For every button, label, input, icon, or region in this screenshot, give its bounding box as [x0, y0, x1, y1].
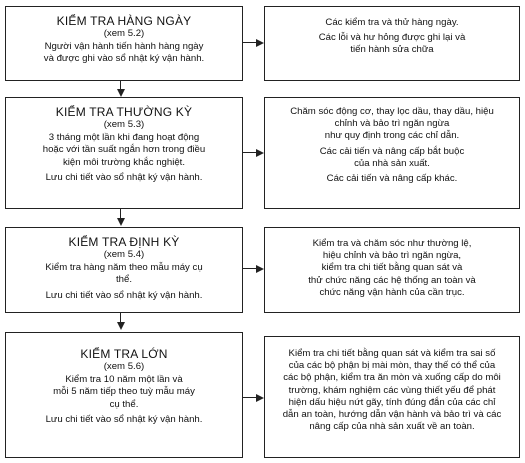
routine-inspection-ref: (xem 5.3)	[103, 119, 145, 130]
major-connector-line	[243, 397, 257, 398]
daily-details-line: Các kiểm tra và thử hàng ngày.	[325, 17, 459, 28]
daily-connector-line	[243, 42, 257, 43]
daily-inspection-text-line: Người vận hành tiến hành hàng ngày	[44, 41, 204, 53]
major-details-line: hiện dấu hiệu nứt gãy, tính đúng đắn của các chỉ	[288, 396, 496, 408]
routine-inspection-text-line: hoặc với tần suất ngắn hơn trong điều	[42, 144, 206, 156]
flow-arrow-3	[117, 322, 125, 330]
routine-inspection-text-line: 3 tháng một lần khi đang hoạt động	[48, 132, 200, 144]
periodic-details-line: Kiểm tra và chăm sóc như thường lệ,	[312, 238, 472, 249]
major-details-line: nâng cấp của nhà sản xuất về an toàn.	[309, 421, 475, 433]
daily-inspection-title: KIỂM TRA HÀNG NGÀY	[56, 14, 192, 28]
daily-details-line: tiến hành sửa chữa	[350, 44, 434, 56]
major-inspection-ref: (xem 5.6)	[103, 361, 145, 372]
routine-inspection-text-line: Lưu chi tiết vào sổ nhật ký vận hành.	[45, 171, 203, 183]
daily-connector-arrow	[256, 39, 264, 47]
periodic-inspection-title: KIỂM TRA ĐỊNH KỲ	[68, 235, 180, 249]
periodic-details-line: hiệu chỉnh và bảo trì ngăn ngừa,	[322, 250, 462, 262]
routine-details-line: chỉnh và bảo trì ngăn ngừa	[334, 118, 450, 130]
routine-inspection-box	[5, 97, 243, 209]
major-inspection-text-line: Lưu chi tiết vào sổ nhật ký vận hành.	[45, 413, 203, 425]
periodic-inspection-ref: (xem 5.4)	[103, 249, 145, 260]
periodic-connector-line	[243, 268, 257, 269]
major-inspection-box	[5, 332, 243, 458]
periodic-inspection-text-line: Lưu chi tiết vào sổ nhật ký vận hành.	[45, 289, 203, 301]
major-connector-arrow	[256, 394, 264, 402]
periodic-details-line: chức năng vận hành của cần trục.	[319, 286, 465, 298]
daily-inspection-details-box	[264, 6, 520, 81]
routine-details-line: của nhà sản xuất.	[354, 157, 430, 169]
flow-line-3	[120, 313, 121, 322]
major-inspection-text-line: mỗi 5 năm tiếp theo tuỳ mẫu máy	[53, 386, 195, 398]
routine-inspection-text-line: kiện môi trường khắc nghiệt.	[62, 156, 186, 168]
daily-inspection-box	[5, 6, 243, 81]
routine-connector-line	[243, 152, 257, 153]
periodic-details-line: kiểm tra chi tiết bằng quan sát và	[321, 262, 463, 274]
flow-line-1	[120, 81, 121, 89]
routine-connector-arrow	[256, 149, 264, 157]
major-details-line: trường, khám nghiệm các vùng thiết yếu để phát	[288, 384, 496, 396]
major-inspection-details-box	[264, 336, 520, 458]
major-details-line: của các bộ phận bị mài mòn, thay thế có thể của	[288, 360, 496, 372]
daily-inspection-ref: (xem 5.2)	[103, 28, 145, 39]
major-inspection-text-line: Kiểm tra 10 năm một lần và	[65, 374, 183, 386]
periodic-connector-arrow	[256, 265, 264, 273]
periodic-details-line: thử chức năng các hệ thống an toàn và	[308, 274, 476, 286]
routine-details-line: như quy định trong các chỉ dẫn.	[324, 130, 460, 142]
periodic-inspection-box	[5, 227, 243, 313]
flow-arrow-2	[117, 218, 125, 226]
periodic-inspection-details-box	[264, 227, 520, 313]
routine-inspection-title: KIỂM TRA THƯỜNG KỲ	[55, 105, 193, 119]
periodic-inspection-text-line: Kiểm tra hàng năm theo mẫu máy cụ	[45, 262, 203, 274]
flow-line-2	[120, 209, 121, 218]
routine-details-line: Chăm sóc động cơ, thay lọc dầu, thay dầu, hiệu	[290, 106, 494, 117]
routine-inspection-details-box	[264, 97, 520, 209]
major-details-line: các bộ phận, kiểm tra ăn mòn và xuống cấp do môi	[283, 372, 501, 384]
major-inspection-text-line: cụ thể.	[109, 398, 139, 410]
flow-arrow-1	[117, 89, 125, 97]
daily-inspection-text-line: và được ghi vào sổ nhật ký vận hành.	[43, 53, 205, 65]
periodic-inspection-text-line: thể.	[115, 274, 132, 286]
routine-details-line: Các cải tiến và nâng cấp khác.	[326, 173, 458, 185]
major-details-line: Kiểm tra chi tiết bằng quan sát và kiểm tra sai số	[288, 348, 496, 359]
daily-details-line: Các lỗi và hư hỏng được ghi lại và	[318, 32, 466, 44]
major-inspection-title: KIỂM TRA LỚN	[80, 347, 168, 361]
routine-details-line: Các cải tiến và nâng cấp bắt buộc	[319, 145, 465, 157]
major-details-line: dẫn an toàn, hướng dẫn vận hành và bảo trì và các	[282, 409, 502, 421]
